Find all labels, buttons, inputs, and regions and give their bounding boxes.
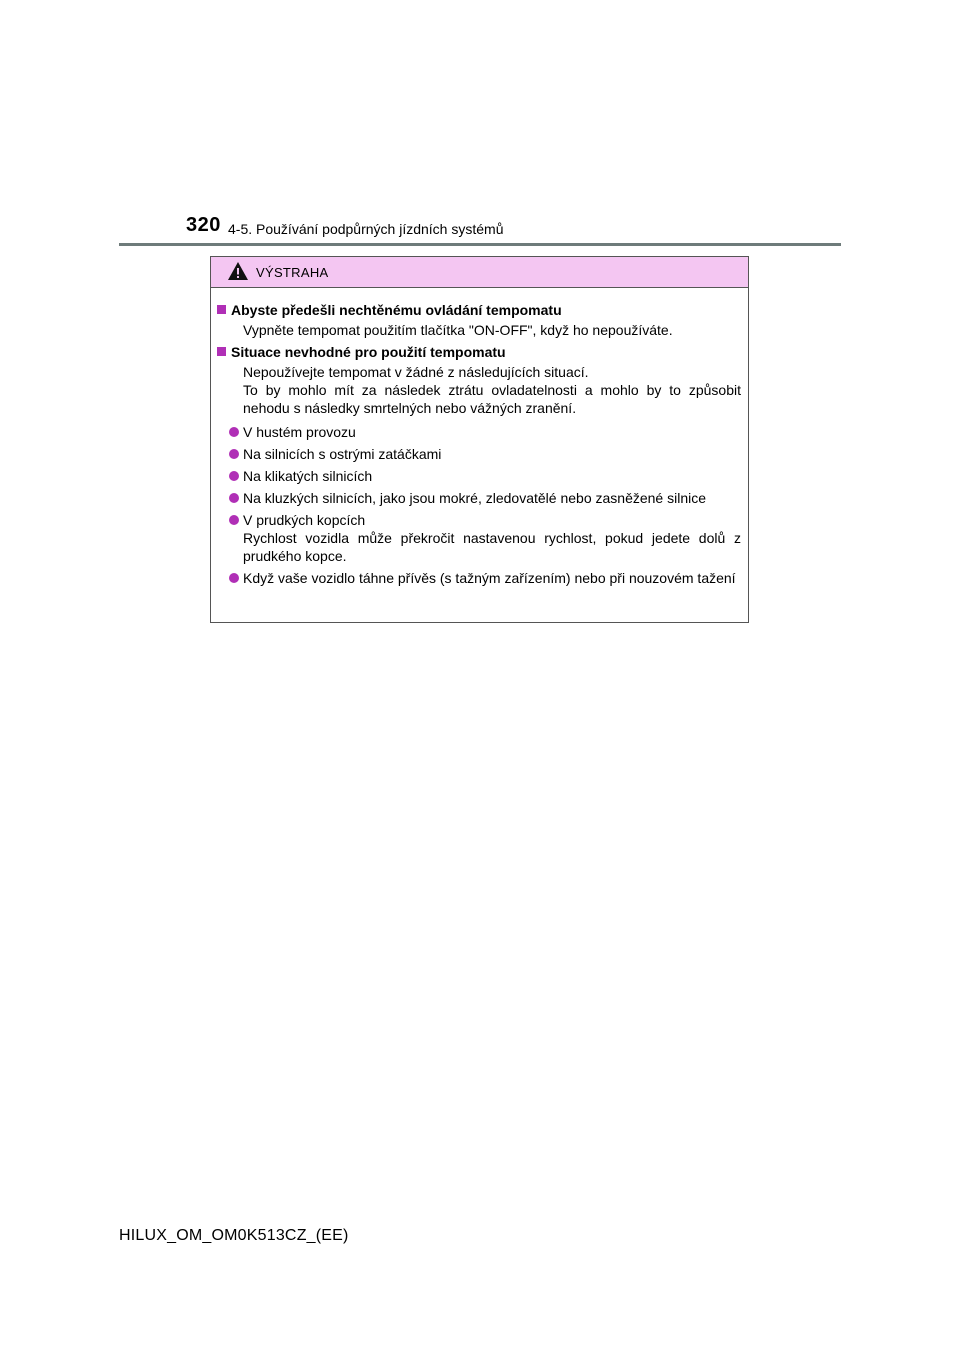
section-title: 4-5. Používání podpůrných jízdních systémů [228,221,504,237]
footer-doc-code: HILUX_OM_OM0K513CZ_(EE) [119,1227,349,1244]
list-item-text [243,569,741,587]
circle-bullet-icon [229,471,239,481]
list-item-line: Na klikatých silnicích [243,468,373,484]
list-item-line: Na kluzkých silnicích, jako jsou mokré, zledovatělé nebo zasněžené silnice [243,490,707,506]
circle-bullet-icon [229,449,239,459]
warning-header [211,257,748,288]
list-item-text [243,511,741,565]
list-item [217,423,741,441]
list-item-text [243,423,741,441]
warning-body [211,288,748,587]
list-item [217,569,741,587]
list-item-line: V prudkých kopcích [243,512,366,528]
circle-bullet-icon [229,427,239,437]
section-heading [217,343,741,361]
warning-section-1 [217,301,741,339]
list-item [217,445,741,463]
list-item-text [243,467,741,485]
section-paragraph: To by mohlo mít za následek ztrátu ovladatelnosti a mohlo by to způsobit nehodu s následky smrtelných nebo vážných zranění. [243,382,741,416]
section-paragraph: Vypněte tempomat použitím tlačítka "ON-OFF", když ho nepoužíváte. [243,322,673,338]
list-item-text [243,489,741,507]
list-item [217,489,741,507]
square-bullet-icon [217,347,226,356]
warning-triangle-icon [227,261,249,281]
list-item-line: V hustém provozu [243,424,356,440]
header-rule [119,243,841,246]
section-paragraph: Nepoužívejte tempomat v žádné z následujících situací. [243,364,589,380]
list-item-text [243,445,741,463]
list-item [217,511,741,565]
warning-label: VÝSTRAHA [256,265,329,280]
section-heading-text: Abyste předešli nechtěnému ovládání tempomatu [231,302,562,318]
list-item [217,467,741,485]
circle-bullet-icon [229,515,239,525]
section-heading-text: Situace nevhodné pro použití tempomatu [231,344,506,360]
square-bullet-icon [217,305,226,314]
list-item-line: Na silnicích s ostrými zatáčkami [243,446,442,462]
circle-bullet-icon [229,493,239,503]
list-item-line: Rychlost vozidla může překročit nastavenou rychlost, pokud jedete dolů z prudkého kopce. [243,530,741,564]
section-heading [217,301,741,319]
list-item-line: Když vaše vozidlo táhne přívěs (s tažným zařízením) nebo při nouzovém tažení [243,570,736,586]
warning-section-2 [217,343,741,587]
warning-box [210,256,749,623]
circle-bullet-icon [229,573,239,583]
page-number: 320 [186,214,221,236]
